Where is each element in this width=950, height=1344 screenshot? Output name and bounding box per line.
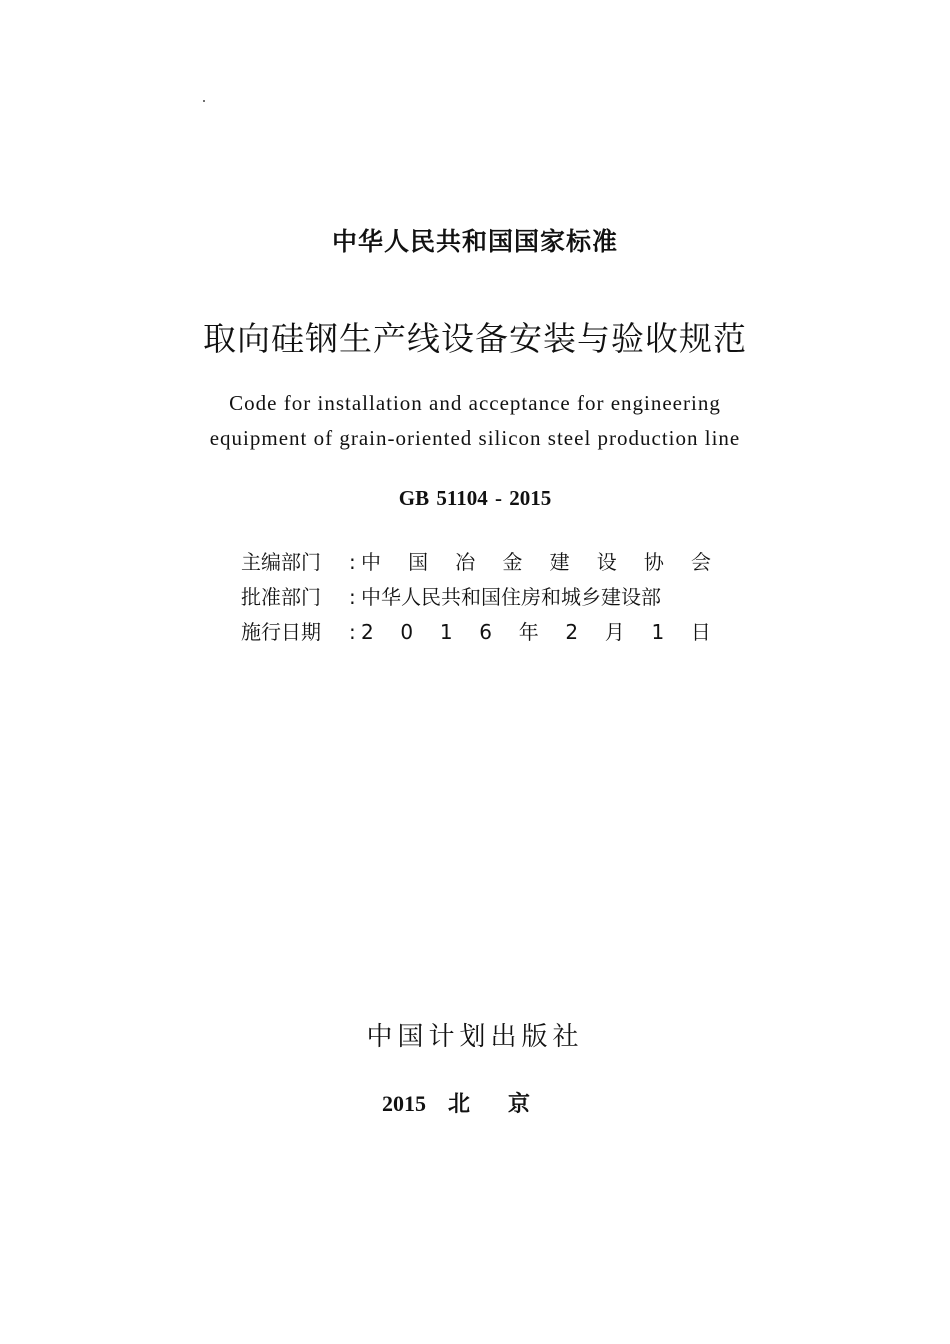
approver-label: 批准部门	[241, 585, 321, 609]
approver-value: 中华人民共和国住房和城乡建设部	[361, 585, 661, 609]
publisher-name: 中国计划出版社	[366, 1022, 584, 1052]
editor-label: 主编部门	[241, 550, 321, 574]
date-char: 2	[361, 620, 374, 644]
imprint-year: 2015	[381, 1091, 426, 1116]
effective-date-value	[361, 615, 711, 650]
effective-date-label: 施行日期	[241, 620, 321, 644]
approver-colon: :	[349, 585, 356, 609]
editor-char: 金	[502, 550, 523, 574]
print-speck	[203, 100, 205, 102]
editor-char: 国	[408, 550, 429, 574]
document-title-english-line-1: Code for installation and acceptance for engineering	[229, 391, 721, 415]
effective-date-colon: :	[349, 620, 356, 644]
editor-char: 会	[690, 550, 711, 574]
document-title-english-line-2: equipment of grain-oriented silicon steel production line	[209, 426, 741, 450]
date-char: 6	[479, 620, 492, 644]
document-title-chinese: 取向硅钢生产线设备安装与验收规范	[203, 319, 747, 358]
editor-char: 设	[596, 550, 617, 574]
issuance-info	[241, 545, 711, 650]
approver-row	[241, 580, 711, 615]
imprint-line	[0, 1087, 950, 1118]
effective-date-row	[241, 615, 711, 650]
editor-char: 建	[549, 550, 570, 574]
date-char: 2	[565, 620, 579, 644]
date-char: 1	[439, 620, 453, 644]
editor-value	[361, 545, 711, 580]
editor-char: 中	[361, 550, 381, 574]
date-char: 月	[604, 620, 625, 644]
date-char: 年	[518, 620, 539, 644]
editor-row	[241, 545, 711, 580]
imprint-city: 北京	[447, 1092, 568, 1117]
series-title: 中华人民共和国国家标准	[331, 227, 618, 256]
date-char: 日	[690, 620, 711, 644]
standard-number: GB 51104 - 2015	[398, 486, 552, 510]
editor-char: 冶	[455, 550, 476, 574]
date-char: 0	[400, 620, 414, 644]
editor-colon: :	[349, 550, 356, 574]
editor-char: 协	[643, 550, 664, 574]
date-char: 1	[651, 620, 665, 644]
